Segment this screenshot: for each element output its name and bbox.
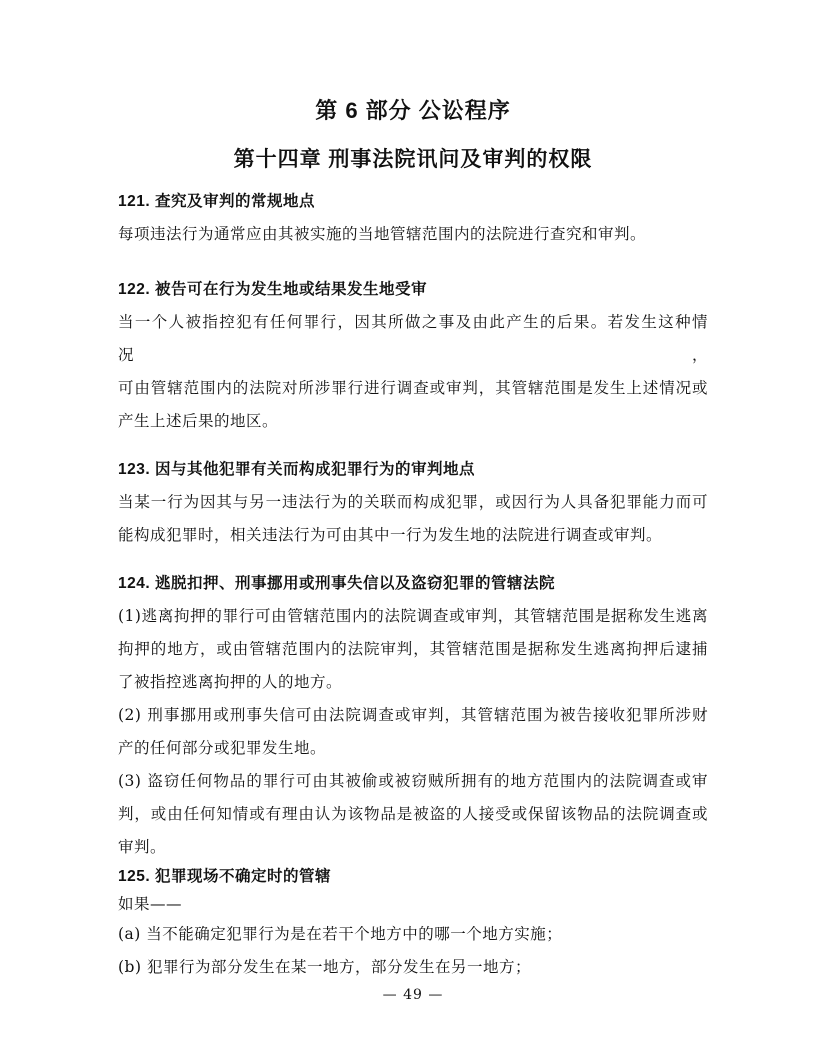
section-123-line: 当某一行为因其与另一违法行为的关联而构成犯罪，或因行为人具备犯罪能力而可 xyxy=(118,493,708,511)
section-124-clause-1-line: (1)逃离拘押的罪行可由管辖范围内的法院调查或审判，其管辖范围是据称发生逃离 xyxy=(118,607,708,625)
section-heading-122: 122. 被告可在行为发生地或结果发生地受审 xyxy=(118,281,427,298)
section-125-item-b: (b) 犯罪行为部分发生在某一地方，部分发生在另一地方； xyxy=(118,958,531,976)
section-heading-121: 121. 查究及审判的常规地点 xyxy=(118,193,315,210)
section-heading-125: 125. 犯罪现场不确定时的管辖 xyxy=(118,868,331,885)
chapter-title: 第十四章 刑事法院讯问及审判的权限 xyxy=(233,148,593,171)
part-title: 第 6 部分 公讼程序 xyxy=(315,98,511,123)
page-number: — 49 — xyxy=(382,987,444,1003)
section-124-clause-1-line: 了被指控逃离拘押的人的地方。 xyxy=(118,673,343,691)
section-125-intro-line: 如果—— xyxy=(118,895,183,913)
section-122-line: 产生上述后果的地区。 xyxy=(118,412,279,430)
section-124-clause-1-line: 拘押的地方，或由管辖范围内的法院审判，其管辖范围是据称发生逃离拘押后逮捕 xyxy=(118,640,708,658)
section-heading-124: 124. 逃脱扣押、刑事挪用或刑事失信以及盗窃犯罪的管辖法院 xyxy=(118,575,555,592)
section-124-clause-3-line: 判，或由任何知情或有理由认为该物品是被盗的人接受或保留该物品的法院调查或 xyxy=(118,805,708,823)
section-122-line: 当一个人被指控犯有任何罪行，因其所做之事及由此产生的后果。若发生这种情况， xyxy=(118,313,708,364)
section-121-line: 每项违法行为通常应由其被实施的当地管辖范围内的法院进行查究和审判。 xyxy=(118,225,647,243)
section-123-line: 能构成犯罪时，相关违法行为可由其中一行为发生地的法院进行调查或审判。 xyxy=(118,526,663,544)
section-124-clause-2-line: 产的任何部分或犯罪发生地。 xyxy=(118,739,327,757)
section-124-clause-3-line: 审判。 xyxy=(118,838,167,856)
section-124-clause-2-line: (2) 刑事挪用或刑事失信可由法院调查或审判，其管辖范围为被告接收犯罪所涉财 xyxy=(118,706,708,724)
section-124-clause-3-line: (3) 盗窃任何物品的罪行可由其被偷或被窃贼所拥有的地方范围内的法院调查或审 xyxy=(118,772,708,790)
document-page xyxy=(118,0,708,1003)
section-122-line: 可由管辖范围内的法院对所涉罪行进行调查或审判，其管辖范围是发生上述情况或 xyxy=(118,379,708,397)
section-125-item-a: (a) 当不能确定犯罪行为是在若干个地方中的哪一个地方实施； xyxy=(118,925,563,943)
section-heading-123: 123. 因与其他犯罪有关而构成犯罪行为的审判地点 xyxy=(118,461,475,478)
